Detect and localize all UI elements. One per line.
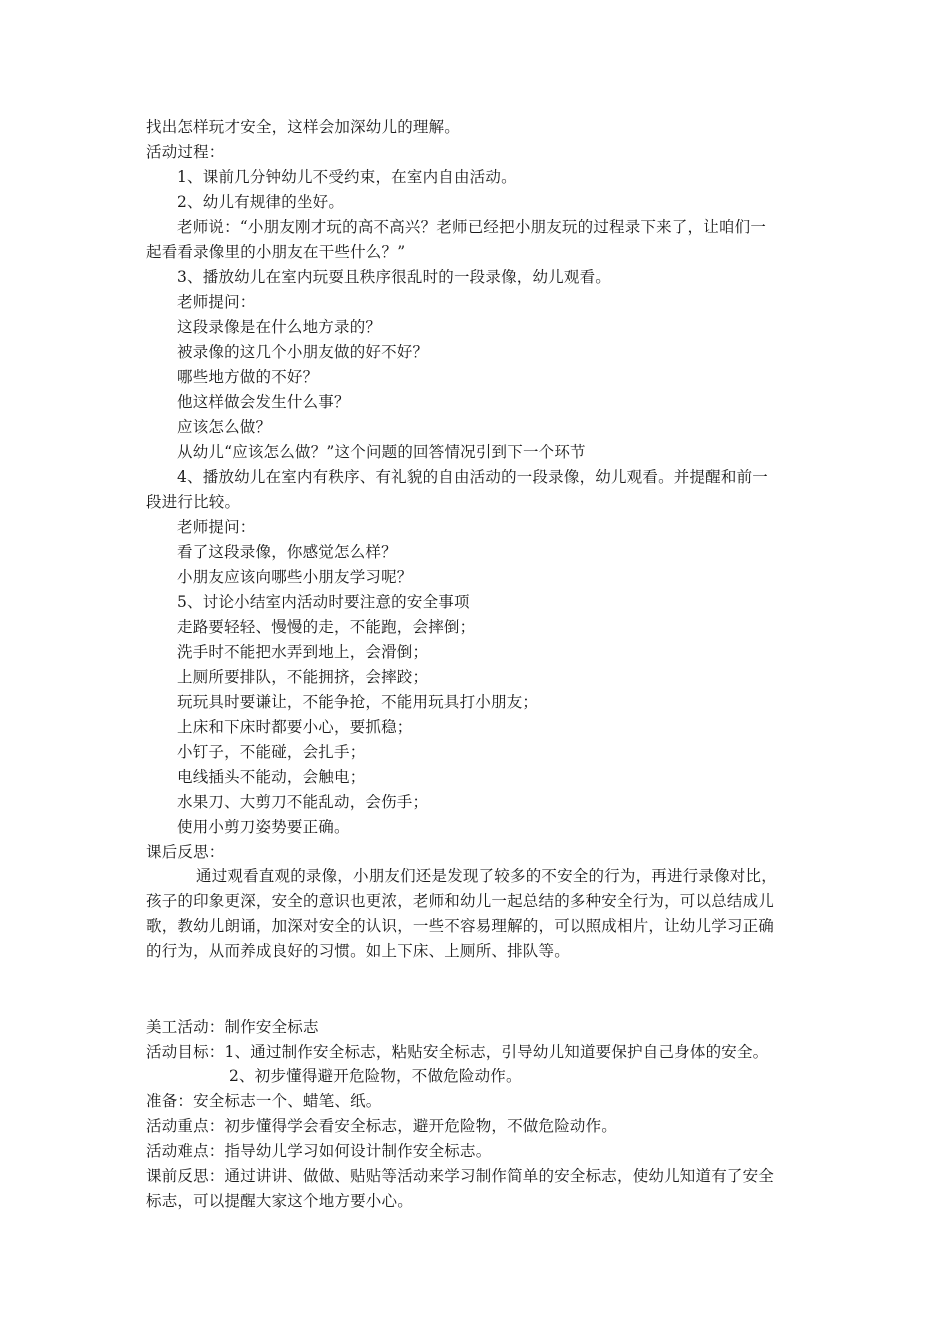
- preparation-text: 准备：安全标志一个、蜡笔、纸。: [146, 1092, 382, 1110]
- process-heading: 活动过程：: [146, 143, 225, 161]
- safety-rule-6: 小钉子，不能碰，会扎手；: [177, 743, 366, 761]
- transition-text: 从幼儿“应该怎么做？”这个问题的回答情况引到下一个环节: [177, 443, 586, 461]
- reflection-line-4: 的行为，从而养成良好的习惯。如上下床、上厕所、排队等。: [146, 942, 570, 960]
- safety-rule-2: 洗手时不能把水弄到地上，会滑倒；: [177, 643, 429, 661]
- safety-rule-8: 水果刀、大剪刀不能乱动，会伤手；: [177, 793, 429, 811]
- safety-rule-5: 上床和下床时都要小心，要抓稳；: [177, 718, 413, 736]
- question-5: 应该怎么做？: [177, 418, 272, 436]
- step-4-line-2: 段进行比较。: [146, 493, 241, 511]
- question-1: 这段录像是在什么地方录的？: [177, 318, 382, 336]
- difficulty-text: 活动难点：指导幼儿学习如何设计制作安全标志。: [146, 1142, 492, 1160]
- step-2: 2、幼儿有规律的坐好。: [177, 193, 345, 211]
- teacher-says-line-2: 起看看录像里的小朋友在干些什么？”: [146, 243, 406, 261]
- step-4-line-1: 4、播放幼儿在室内有秩序、有礼貌的自由活动的一段录像，幼儿观看。并提醒和前一: [177, 468, 768, 486]
- step-5: 5、讨论小结室内活动时要注意的安全事项: [177, 593, 470, 611]
- safety-rule-3: 上厕所要排队，不能拥挤，会摔跤；: [177, 668, 429, 686]
- key-point-text: 活动重点：初步懂得学会看安全标志，避开危险物，不做危险动作。: [146, 1117, 618, 1135]
- teacher-asks-heading-a: 老师提问：: [177, 293, 256, 311]
- pre-reflection-line-2: 标志，可以提醒大家这个地方要小心。: [146, 1192, 413, 1210]
- safety-rule-7: 电线插头不能动，会触电；: [177, 768, 366, 786]
- goal-line-1: 活动目标：1、通过制作安全标志，粘贴安全标志，引导幼儿知道要保护自己身体的安全。: [146, 1043, 769, 1061]
- safety-rule-4: 玩玩具时要谦让，不能争抢，不能用玩具打小朋友；: [177, 693, 539, 711]
- safety-rule-1: 走路要轻轻、慢慢的走，不能跑，会摔倒；: [177, 618, 476, 636]
- question-6: 看了这段录像，你感觉怎么样？: [177, 543, 397, 561]
- reflection-line-1: 通过观看直观的录像，小朋友们还是发现了较多的不安全的行为，再进行录像对比，: [196, 867, 777, 885]
- teacher-says-line-1: 老师说：“小朋友刚才玩的高不高兴？老师已经把小朋友玩的过程录下来了，让咱们一: [177, 218, 767, 236]
- question-4: 他这样做会发生什么事？: [177, 393, 350, 411]
- art-activity-title: 美工活动：制作安全标志: [146, 1018, 319, 1036]
- teacher-asks-heading-b: 老师提问：: [177, 518, 256, 536]
- question-7: 小朋友应该向哪些小朋友学习呢？: [177, 568, 413, 586]
- goal-line-2: 2、初步懂得避开危险物，不做危险动作。: [229, 1067, 522, 1085]
- question-3: 哪些地方做的不好？: [177, 368, 319, 386]
- step-3: 3、播放幼儿在室内玩耍且秩序很乱时的一段录像，幼儿观看。: [177, 268, 611, 286]
- safety-rule-9: 使用小剪刀姿势要正确。: [177, 818, 350, 836]
- pre-reflection-line-1: 课前反思：通过讲讲、做做、贴贴等活动来学习制作简单的安全标志，使幼儿知道有了安全: [146, 1167, 775, 1185]
- intro-text: 找出怎样玩才安全，这样会加深幼儿的理解。: [146, 118, 461, 136]
- reflection-line-2: 孩子的印象更深，安全的意识也更浓，老师和幼儿一起总结的多种安全行为，可以总结成儿: [146, 892, 775, 910]
- step-1: 1、课前几分钟幼儿不受约束，在室内自由活动。: [177, 168, 517, 186]
- reflection-heading: 课后反思：: [146, 843, 225, 861]
- reflection-line-3: 歌，教幼儿朗诵，加深对安全的认识，一些不容易理解的，可以照成相片，让幼儿学习正确: [146, 917, 775, 935]
- question-2: 被录像的这几个小朋友做的好不好？: [177, 343, 429, 361]
